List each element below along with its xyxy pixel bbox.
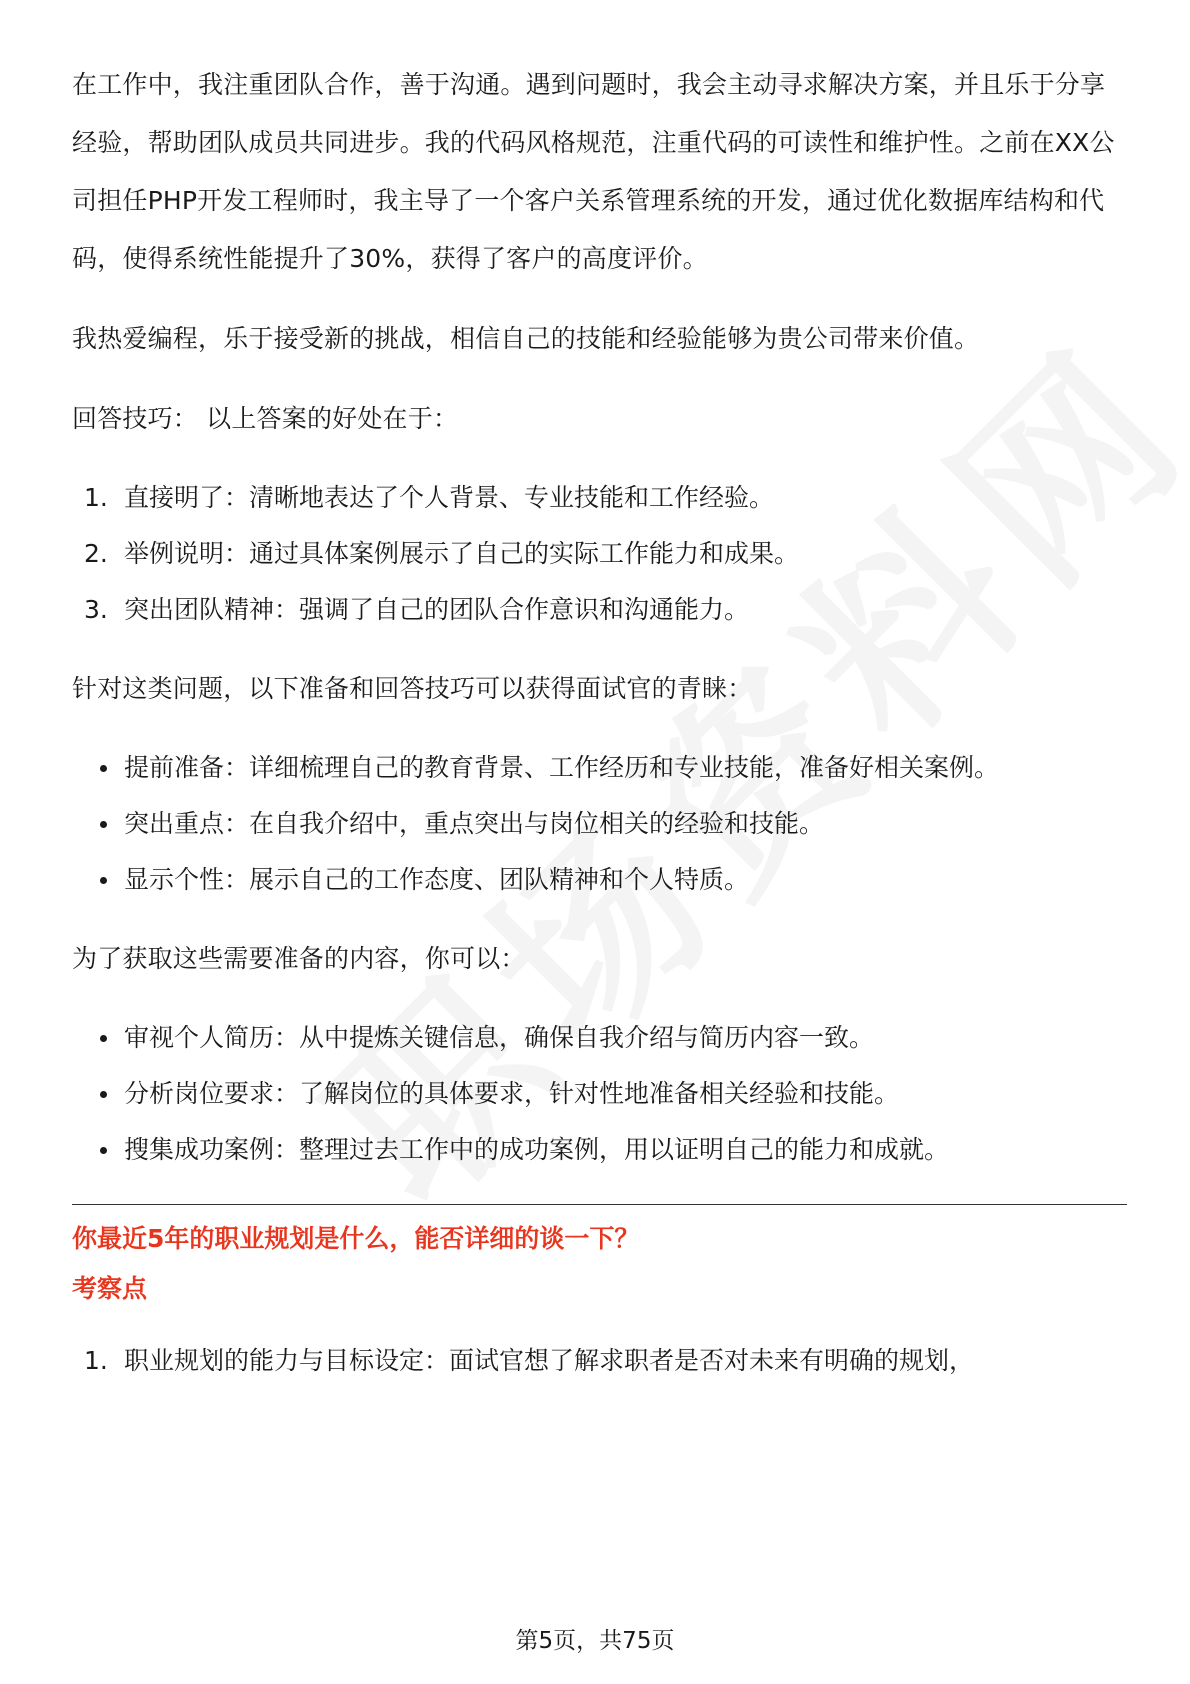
question-subheading: 考察点 (72, 1274, 148, 1303)
bullet-icon (100, 877, 107, 884)
list-item (72, 740, 1127, 796)
list-item-text: 职业规划的能力与目标设定：面试官想了解求职者是否对未来有明确的规划， (124, 1346, 975, 1375)
list-item (72, 1010, 1127, 1066)
list-item-text: 分析岗位要求：了解岗位的具体要求，针对性地准备相关经验和技能。 (124, 1079, 900, 1108)
list-item (72, 796, 1127, 852)
list-item-text: 直接明了：清晰地表达了个人背景、专业技能和工作经验。 (124, 483, 775, 512)
list-number: 3. (84, 595, 108, 624)
question-title: 你最近5年的职业规划是什么，能否详细的谈一下？ (72, 1224, 640, 1253)
bullet-icon (100, 1091, 107, 1098)
list-item (72, 582, 1127, 638)
list-number: 1. (84, 1346, 108, 1375)
list-item (72, 470, 1127, 526)
list-item-text: 举例说明：通过具体案例展示了自己的实际工作能力和成果。 (124, 539, 800, 568)
intro-paragraph: 在工作中，我注重团队合作，善于沟通。遇到问题时，我会主动寻求解决方案，并且乐于分享经验，帮助团队成员共同进步。我的代码风格规范，注重代码的可读性和维护性。之前在XX公司担任PHP开发工程师时，我主导了一个客户关系管理系统的开发，通过优化数据库结构和代码，使得系统性能提升了30%，获得了客户的高度评价。 (72, 70, 1115, 273)
section-divider (72, 1204, 1127, 1205)
list-number: 1. (84, 483, 108, 512)
list-item-text: 搜集成功案例：整理过去工作中的成功案例，用以证明自己的能力和成就。 (124, 1135, 950, 1164)
list-item-text: 提前准备：详细梳理自己的教育背景、工作经历和专业技能，准备好相关案例。 (124, 753, 1000, 782)
document-page (72, 56, 1127, 1411)
gather-list (72, 1010, 1127, 1178)
list-item (72, 1122, 1127, 1178)
list-item (72, 1066, 1127, 1122)
prep-intro: 针对这类问题，以下准备和回答技巧可以获得面试官的青睐： (72, 674, 753, 703)
prep-list (72, 740, 1127, 908)
tips-list (72, 470, 1127, 638)
page-footer: 第5页，共75页 (515, 1628, 675, 1654)
list-item-text: 显示个性：展示自己的工作态度、团队精神和个人特质。 (124, 865, 750, 894)
bullet-icon (100, 821, 107, 828)
bullet-icon (100, 1035, 107, 1042)
list-item (72, 526, 1127, 582)
list-item (72, 1333, 1127, 1389)
love-paragraph: 我热爱编程，乐于接受新的挑战，相信自己的技能和经验能够为贵公司带来价值。 (72, 324, 980, 353)
list-item-text: 突出团队精神：强调了自己的团队合作意识和沟通能力。 (124, 595, 750, 624)
list-item-text: 审视个人简历：从中提炼关键信息，确保自我介绍与简历内容一致。 (124, 1023, 875, 1052)
tips-intro: 回答技巧： 以上答案的好处在于： (72, 404, 459, 433)
list-number: 2. (84, 539, 108, 568)
list-item-text: 突出重点：在自我介绍中，重点突出与岗位相关的经验和技能。 (124, 809, 825, 838)
bullet-icon (100, 1147, 107, 1154)
question-points-list (72, 1333, 1127, 1389)
gather-intro: 为了获取这些需要准备的内容，你可以： (72, 944, 526, 973)
list-item (72, 852, 1127, 908)
bullet-icon (100, 765, 107, 772)
